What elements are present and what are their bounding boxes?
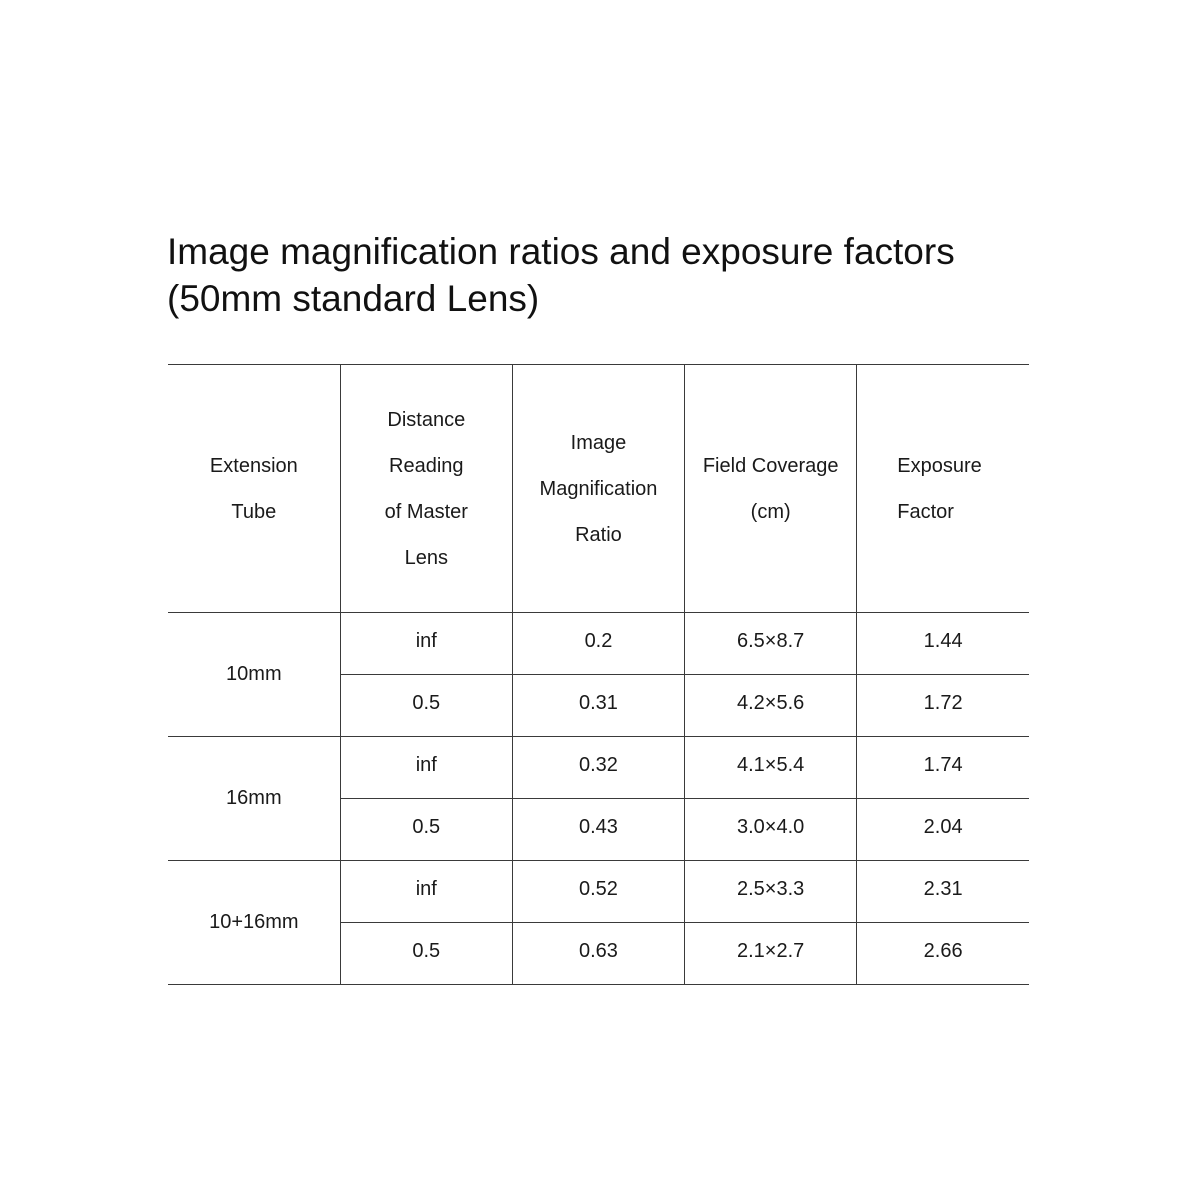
- exposure-cell: 1.72: [857, 675, 1029, 737]
- exposure-cell: 2.31: [857, 861, 1029, 923]
- header-exposure-factor: Exposure Factor: [857, 365, 1029, 613]
- distance-cell: 0.5: [340, 675, 512, 737]
- coverage-cell: 2.5×3.3: [685, 861, 857, 923]
- page-title: [167, 228, 1067, 322]
- ratio-cell: 0.32: [512, 737, 684, 799]
- extension-tube-cell: 10mm: [168, 613, 340, 737]
- title-line-1: Image magnification ratios and exposure factors: [167, 231, 955, 272]
- header-magnification-ratio: Image Magnification Ratio: [512, 365, 684, 613]
- distance-cell: inf: [340, 861, 512, 923]
- ratio-cell: 0.43: [512, 799, 684, 861]
- exposure-cell: 1.44: [857, 613, 1029, 675]
- ratio-cell: 0.31: [512, 675, 684, 737]
- table-header-row: [168, 365, 1029, 613]
- table-row: [168, 737, 1029, 799]
- extension-tube-cell: 16mm: [168, 737, 340, 861]
- distance-cell: inf: [340, 613, 512, 675]
- distance-cell: 0.5: [340, 799, 512, 861]
- coverage-cell: 2.1×2.7: [685, 923, 857, 985]
- extension-tube-cell: 10+16mm: [168, 861, 340, 985]
- ratio-cell: 0.2: [512, 613, 684, 675]
- ratio-cell: 0.52: [512, 861, 684, 923]
- ratio-cell: 0.63: [512, 923, 684, 985]
- table-row: [168, 861, 1029, 923]
- title-line-2: (50mm standard Lens): [167, 278, 540, 319]
- exposure-cell: 2.66: [857, 923, 1029, 985]
- header-extension-tube: Extension Tube: [168, 365, 340, 613]
- exposure-cell: 2.04: [857, 799, 1029, 861]
- header-field-coverage: Field Coverage (cm): [685, 365, 857, 613]
- header-distance-reading: Distance Reading of Master Lens: [340, 365, 512, 613]
- coverage-cell: 3.0×4.0: [685, 799, 857, 861]
- table-row: [168, 613, 1029, 675]
- distance-cell: 0.5: [340, 923, 512, 985]
- coverage-cell: 4.1×5.4: [685, 737, 857, 799]
- exposure-cell: 1.74: [857, 737, 1029, 799]
- coverage-cell: 4.2×5.6: [685, 675, 857, 737]
- distance-cell: inf: [340, 737, 512, 799]
- coverage-cell: 6.5×8.7: [685, 613, 857, 675]
- magnification-table: [168, 364, 1029, 985]
